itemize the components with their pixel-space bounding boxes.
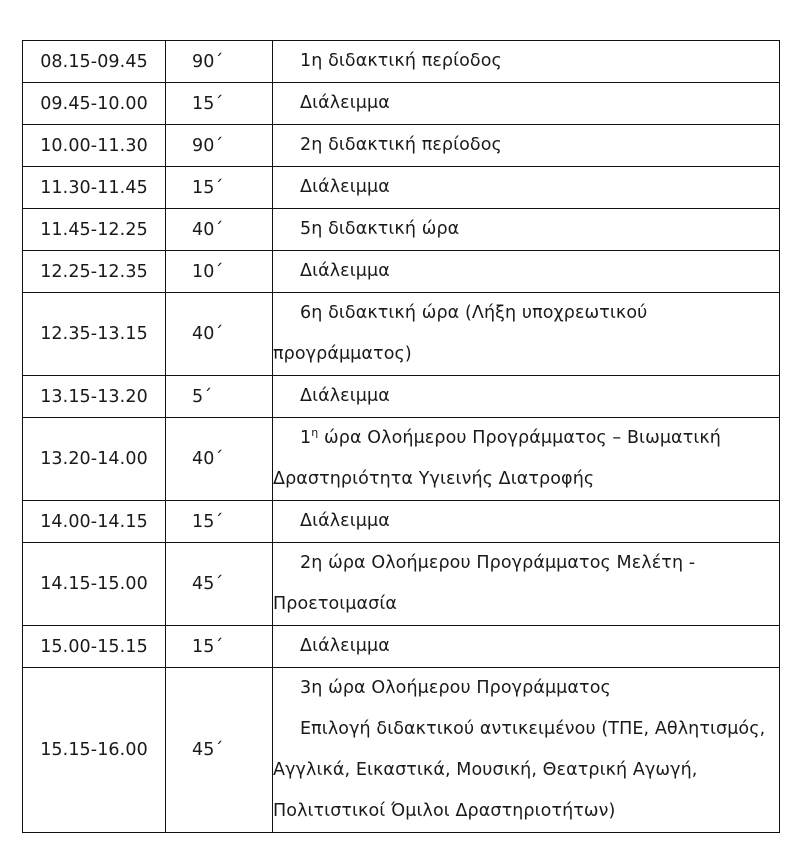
activity-line: Προετοιμασία (273, 594, 398, 614)
activity-cell (273, 376, 780, 418)
duration-cell: 15΄ (166, 626, 273, 668)
activity-line (273, 418, 779, 459)
activity-cell (273, 543, 780, 626)
schedule-table (22, 40, 780, 833)
duration-cell: 45΄ (166, 543, 273, 626)
time-cell: 13.20-14.00 (23, 418, 166, 501)
time-cell: 14.15-15.00 (23, 543, 166, 626)
table-row (23, 209, 780, 251)
activity-cell (273, 418, 780, 501)
table-row (23, 293, 780, 376)
activity-line: Διάλειμμα (300, 386, 390, 406)
activity-cell (273, 626, 780, 668)
activity-line: Δραστηριότητα Υγιεινής Διατροφής (273, 469, 595, 489)
table-row (23, 167, 780, 209)
table-row (23, 376, 780, 418)
table-row (23, 626, 780, 668)
duration-cell: 15΄ (166, 83, 273, 125)
activity-line: 3η ώρα Ολοήμερου Προγράμματος (300, 678, 611, 698)
time-cell: 12.35-13.15 (23, 293, 166, 376)
activity-line: 6η διδακτική ώρα (Λήξη υποχρεωτικού (300, 303, 648, 323)
activity-line: Επιλογή διδακτικού αντικειμένου (ΤΠΕ, Αθλητισμός, (300, 719, 766, 739)
activity-line: 2η ώρα Ολοήμερου Προγράμματος Μελέτη - (300, 553, 696, 573)
activity-line: Διάλειμμα (300, 511, 390, 531)
time-cell: 15.00-15.15 (23, 626, 166, 668)
activity-line: Διάλειμμα (300, 261, 390, 281)
activity-line: 1η διδακτική περίοδος (300, 51, 502, 71)
time-cell: 11.30-11.45 (23, 167, 166, 209)
time-cell: 09.45-10.00 (23, 83, 166, 125)
activity-cell (273, 501, 780, 543)
time-cell: 14.00-14.15 (23, 501, 166, 543)
time-cell: 11.45-12.25 (23, 209, 166, 251)
activity-line-text: ώρα Ολοήμερου Προγράμματος – Βιωματική (323, 428, 721, 448)
duration-cell: 90΄ (166, 125, 273, 167)
activity-cell (273, 293, 780, 376)
activity-cell (273, 251, 780, 293)
activity-line: Διάλειμμα (300, 93, 390, 113)
time-cell: 10.00-11.30 (23, 125, 166, 167)
ordinal-superscript: η (311, 426, 319, 440)
duration-cell: 40΄ (166, 209, 273, 251)
activity-line: 5η διδακτική ώρα (300, 219, 460, 239)
activity-line: Πολιτιστικοί Όμιλοι Δραστηριοτήτων) (273, 801, 616, 821)
table-row (23, 125, 780, 167)
table-row (23, 501, 780, 543)
activity-line: 2η διδακτική περίοδος (300, 135, 502, 155)
duration-cell: 5΄ (166, 376, 273, 418)
duration-cell: 40΄ (166, 418, 273, 501)
activity-line: Διάλειμμα (300, 636, 390, 656)
activity-cell (273, 209, 780, 251)
duration-cell: 10΄ (166, 251, 273, 293)
table-row (23, 83, 780, 125)
time-cell: 08.15-09.45 (23, 41, 166, 83)
activity-cell (273, 167, 780, 209)
table-row (23, 251, 780, 293)
activity-cell (273, 668, 780, 833)
time-cell: 12.25-12.35 (23, 251, 166, 293)
duration-cell: 90΄ (166, 41, 273, 83)
table-row (23, 418, 780, 501)
table-row (23, 668, 780, 833)
duration-cell: 40΄ (166, 293, 273, 376)
activity-line: προγράμματος) (273, 344, 412, 364)
time-cell: 15.15-16.00 (23, 668, 166, 833)
duration-cell: 15΄ (166, 501, 273, 543)
ordinal-number: 1 (300, 428, 312, 448)
activity-cell (273, 41, 780, 83)
activity-cell (273, 83, 780, 125)
activity-line: Διάλειμμα (300, 177, 390, 197)
table-row (23, 543, 780, 626)
table-row (23, 41, 780, 83)
duration-cell: 45΄ (166, 668, 273, 833)
duration-cell: 15΄ (166, 167, 273, 209)
activity-cell (273, 125, 780, 167)
activity-line: Αγγλικά, Εικαστικά, Μουσική, Θεατρική Αγωγή, (273, 760, 698, 780)
time-cell: 13.15-13.20 (23, 376, 166, 418)
